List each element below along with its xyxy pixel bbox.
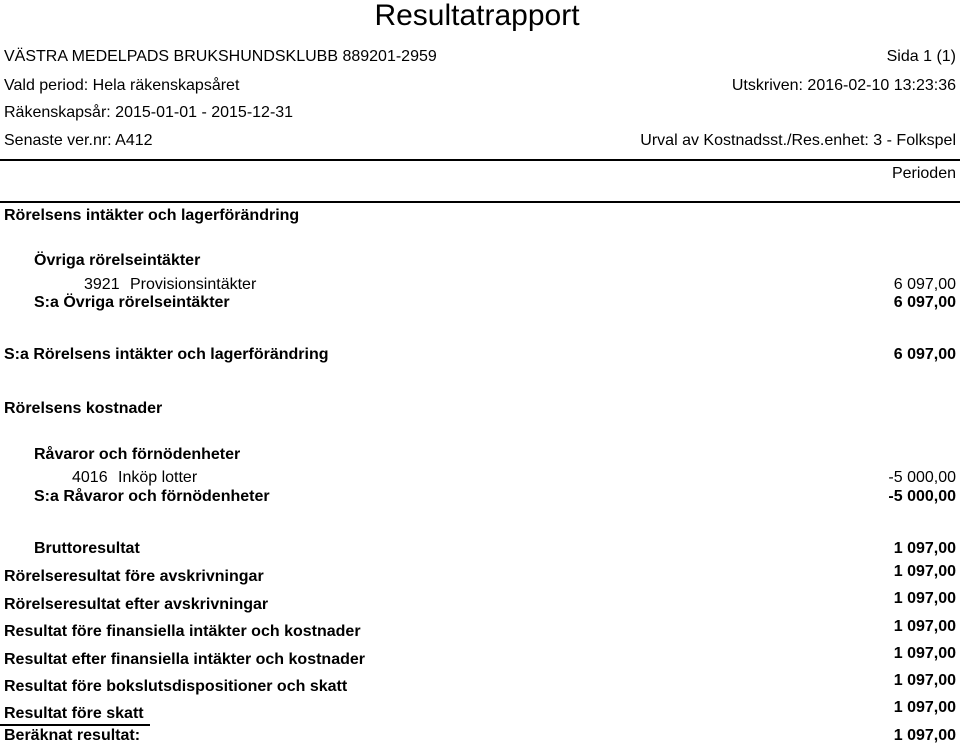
costs-heading: Rörelsens kostnader: [4, 400, 163, 417]
selected-period: Vald period: Hela räkenskapsåret: [4, 77, 240, 94]
result-value-before-financial: 1 097,00: [893, 618, 956, 635]
result-value-before-appropriations: 1 097,00: [893, 672, 956, 689]
materials-sum-label: S:a Råvaror och förnödenheter: [34, 488, 270, 505]
account-number-4016: 4016: [72, 469, 108, 486]
account-name-4016: Inköp lotter: [118, 469, 198, 486]
last-version-number: Senaste ver.nr: A412: [4, 132, 153, 149]
materials-heading: Råvaror och förnödenheter: [34, 446, 241, 463]
column-header-period: Perioden: [891, 165, 956, 182]
materials-sum-value: -5 000,00: [888, 488, 956, 505]
result-value-after-financial: 1 097,00: [893, 645, 956, 662]
fiscal-year: Räkenskapsår: 2015-01-01 - 2015-12-31: [4, 104, 294, 121]
account-value-3921: 6 097,00: [893, 276, 956, 293]
result-value-before-tax: 1 097,00: [893, 699, 956, 716]
account-name-3921: Provisionsintäkter: [130, 276, 257, 293]
other-income-sum-value: 6 097,00: [893, 294, 956, 311]
result-label-after-depreciation: Rörelseresultat efter avskrivningar: [4, 596, 269, 613]
printed-timestamp: Utskriven: 2016-02-10 13:23:36: [731, 77, 956, 94]
header-divider: [0, 159, 960, 161]
cost-center-selection: Urval av Kostnadsst./Res.enhet: 3 - Folkspel: [640, 132, 956, 149]
result-value-gross: 1 097,00: [893, 540, 956, 557]
other-income-sum-label: S:a Övriga rörelseintäkter: [34, 294, 230, 311]
page-number: Sida 1 (1): [886, 48, 956, 65]
income-heading: Rörelsens intäkter och lagerförändring: [4, 207, 300, 224]
income-sum-label: S:a Rörelsens intäkter och lagerförändring: [4, 346, 329, 363]
result-value-before-depreciation: 1 097,00: [893, 563, 956, 580]
result-label-calculated: Beräknat resultat:: [4, 727, 141, 744]
account-number-3921: 3921: [84, 276, 120, 293]
result-label-before-depreciation: Rörelseresultat före avskrivningar: [4, 568, 264, 585]
result-label-before-tax: Resultat före skatt: [4, 705, 144, 722]
result-label-after-financial: Resultat efter finansiella intäkter och kostnader: [4, 651, 365, 668]
result-label-before-appropriations: Resultat före bokslutsdispositioner och skatt: [4, 678, 348, 695]
result-value-after-depreciation: 1 097,00: [893, 590, 956, 607]
result-label-before-financial: Resultat före finansiella intäkter och kostnader: [4, 623, 361, 640]
account-value-4016: -5 000,00: [888, 469, 956, 486]
organization-name: VÄSTRA MEDELPADS BRUKSHUNDSKLUBB 889201-2959: [4, 48, 437, 65]
column-header-divider: [0, 201, 960, 203]
result-underline: [0, 724, 150, 726]
result-value-calculated: 1 097,00: [893, 727, 956, 744]
other-income-heading: Övriga rörelseintäkter: [34, 252, 201, 269]
report-title: Resultatrapport: [374, 0, 580, 32]
income-sum-value: 6 097,00: [893, 346, 956, 363]
result-label-gross: Bruttoresultat: [34, 540, 140, 557]
